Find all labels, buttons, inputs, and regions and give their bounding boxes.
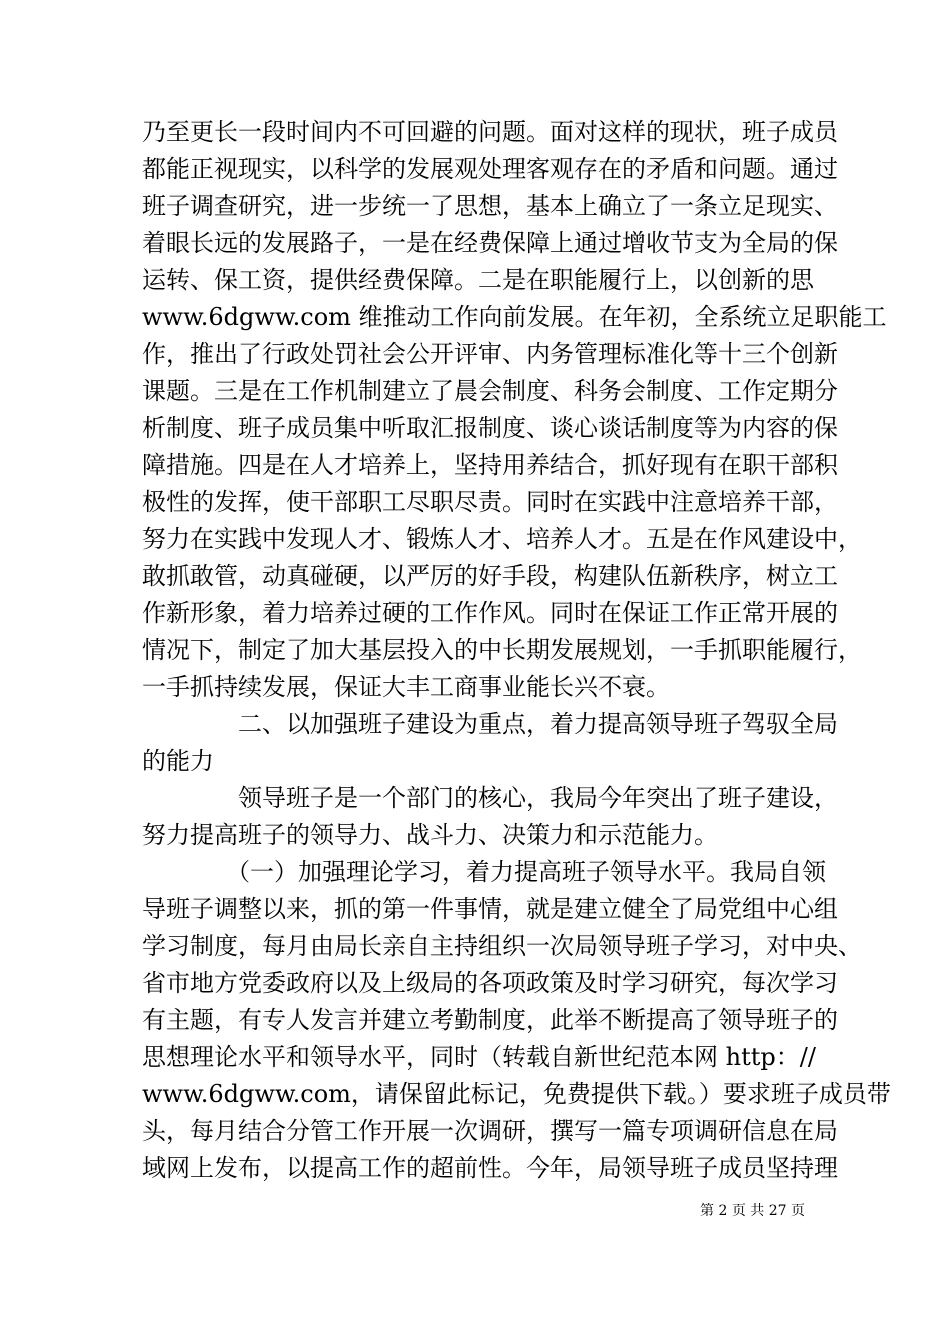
text-line: 析制度、班子成员集中听取汇报制度、谈心谈话制度等为内容的保 xyxy=(142,414,838,442)
text-line: 作新形象，着力培养过硬的工作作风。同时在保证工作正常开展的 xyxy=(142,599,838,627)
text-line: 省市地方党委政府以及上级局的各项政策及时学习研究，每次学习 xyxy=(142,969,838,997)
text-line: www.6dgww.com，请保留此标记，免费提供下载。）要求班子成员带 xyxy=(142,1080,891,1108)
text-line: 课题。三是在工作机制建立了晨会制度、科务会制度、工作定期分 xyxy=(142,377,838,405)
text-line: 一手抓持续发展，保证大丰工商事业能长兴不衰。 xyxy=(142,673,670,701)
text-line: 作，推出了行政处罚社会公开评审、内务管理标准化等十三个创新 xyxy=(142,340,838,368)
text-line: 运转、保工资，提供经费保障。二是在职能履行上，以创新的思 xyxy=(142,266,814,294)
text-line: 有主题，有专人发言并建立考勤制度，此举不断提高了领导班子的 xyxy=(142,1006,838,1034)
text-line: 导班子调整以来，抓的第一件事情，就是建立健全了局党组中心组 xyxy=(142,895,838,923)
section-heading-line: 的能力 xyxy=(142,747,214,775)
section-heading-line: 二、以加强班子建设为重点，着力提高领导班子驾驭全局 xyxy=(142,710,838,738)
text-line: www.6dgww.com 维推动工作向前发展。在年初，全系统立足职能工 xyxy=(142,303,887,331)
text-line: 学习制度，每月由局长亲自主持组织一次局领导班子学习，对中央、 xyxy=(142,932,862,960)
text-line: 班子调查研究，进一步统一了思想，基本上确立了一条立足现实、 xyxy=(142,192,838,220)
text-line: （一）加强理论学习，着力提高班子领导水平。我局自领 xyxy=(142,858,826,886)
body-text xyxy=(142,114,891,1187)
text-line: 着眼长远的发展路子，一是在经费保障上通过增收节支为全局的保 xyxy=(142,229,838,257)
text-line: 思想理论水平和领导水平，同时（转载自新世纪范本网 http：// xyxy=(142,1043,816,1071)
text-line: 都能正视现实，以科学的发展观处理客观存在的矛盾和问题。通过 xyxy=(142,155,838,183)
text-line: 努力在实践中发现人才、锻炼人才、培养人才。五是在作风建设中， xyxy=(142,525,862,553)
text-line: 领导班子是一个部门的核心，我局今年突出了班子建设， xyxy=(142,784,838,812)
text-line: 域网上发布，以提高工作的超前性。今年，局领导班子成员坚持理 xyxy=(142,1154,838,1182)
text-line: 努力提高班子的领导力、战斗力、决策力和示范能力。 xyxy=(142,821,718,849)
text-line: 障措施。四是在人才培养上，坚持用养结合，抓好现有在职干部积 xyxy=(142,451,838,479)
text-line: 敢抓敢管，动真碰硬，以严厉的好手段，构建队伍新秩序，树立工 xyxy=(142,562,838,590)
text-line: 头，每月结合分管工作开展一次调研，撰写一篇专项调研信息在局 xyxy=(142,1117,838,1145)
text-line: 极性的发挥，使干部职工尽职尽责。同时在实践中注意培养干部， xyxy=(142,488,838,516)
text-line: 情况下，制定了加大基层投入的中长期发展规划，一手抓职能履行， xyxy=(142,636,862,664)
page-number-footer: 第 2 页 共 27 页 xyxy=(700,1203,805,1219)
text-line: 乃至更长一段时间内不可回避的问题。面对这样的现状，班子成员 xyxy=(142,118,838,146)
